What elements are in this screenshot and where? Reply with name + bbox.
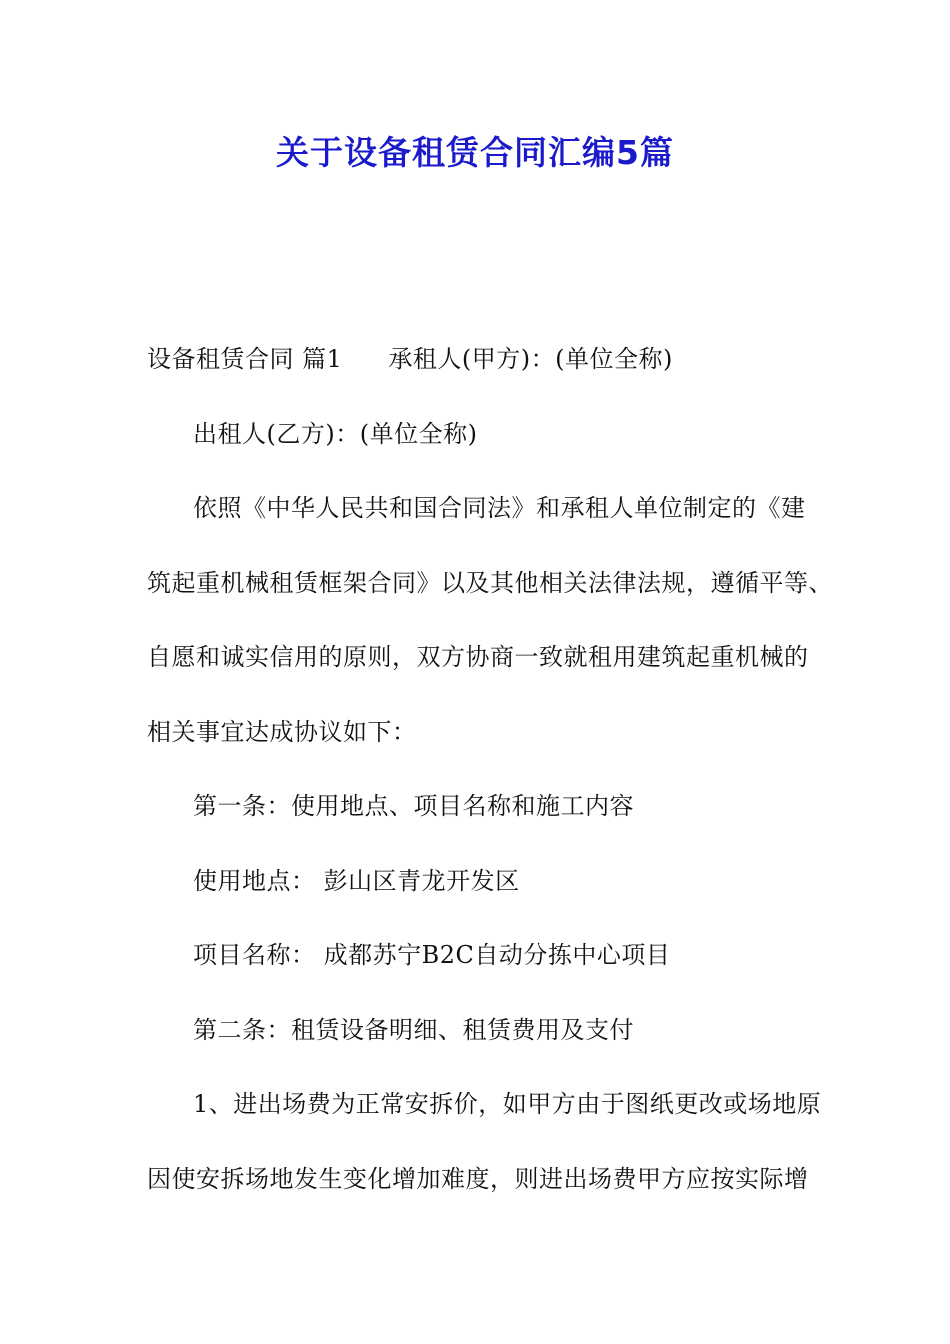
paragraph-line xyxy=(147,322,827,397)
usage-location: 使用地点： 彭山区青龙开发区 xyxy=(193,866,520,895)
article-heading: 第二条：租赁设备明细、租赁费用及支付 xyxy=(193,1015,634,1044)
document-body xyxy=(147,322,833,1216)
paragraph-line: 因使安拆场地发生变化增加难度，则进出场费甲方应按实际增 xyxy=(147,1164,809,1193)
paragraph-line: 自愿和诚实信用的原则，双方协商一致就租用建筑起重机械的 xyxy=(147,643,809,671)
paragraph-line: 相关事宜达成协议如下： xyxy=(147,717,417,746)
paragraph-line: 1、进出场费为正常安拆价，如甲方由于图纸更改或场地原 xyxy=(193,1090,822,1118)
document-title: 关于设备租赁合同汇编5篇 xyxy=(276,133,674,172)
paragraph-line: 筑起重机械租赁框架合同》以及其他相关法律法规，遵循平等、 xyxy=(147,568,833,597)
paragraph-line: 依照《中华人民共和国合同法》和承租人单位制定的《建 xyxy=(193,494,806,522)
lessor-line: 出租人(乙方)：(单位全称) xyxy=(193,419,478,448)
section-heading: 设备租赁合同 篇1 xyxy=(147,345,343,373)
lessee-line: 承租人(甲方)：(单位全称) xyxy=(388,345,673,373)
article-heading: 第一条：使用地点、项目名称和施工内容 xyxy=(193,792,634,820)
project-name: 项目名称： 成都苏宁B2C自动分拣中心项目 xyxy=(193,941,671,969)
